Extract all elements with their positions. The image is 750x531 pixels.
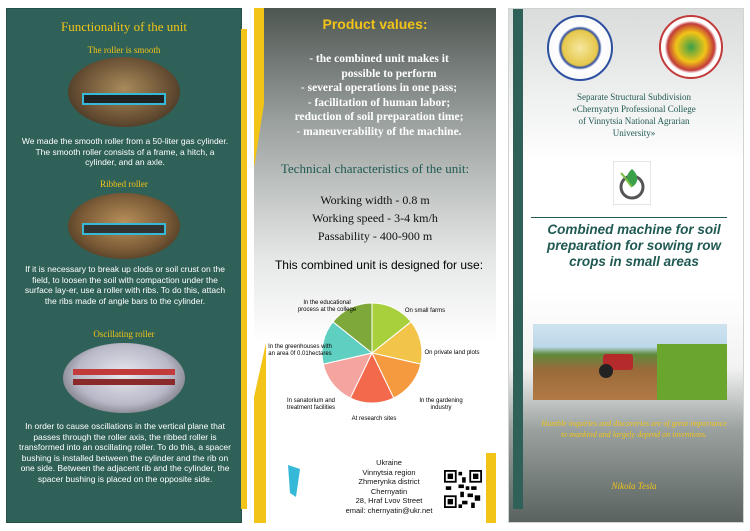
address-line: Chernyatin — [370, 486, 408, 496]
ribbed-roller-text: If it is necessary to break up clods or soil crust on the field, to loosen the soil with compaction under the surface lay-er, use a roller with ribs. To do this, attach the ribs made of angle bars to the cylinder. — [24, 264, 226, 306]
tech-characteristics-title: Technical characteristics of the unit: — [280, 161, 470, 176]
pie-label: At research sites — [351, 416, 397, 422]
spec-passability: Passability - 400-900 m — [317, 229, 433, 243]
qr-code-icon[interactable] — [444, 470, 482, 508]
map-pin-icon — [286, 463, 302, 499]
email-line[interactable]: email: chernyatin@ukr.net — [345, 505, 433, 515]
middle-panel — [254, 8, 496, 523]
pie-label: In the gardening industry — [419, 398, 463, 411]
product-values-list — [268, 52, 490, 139]
right-panel — [508, 8, 744, 523]
caption-smooth-roller: The roller is smooth — [87, 45, 161, 55]
ribbed-roller-photo — [68, 193, 180, 259]
address-line: Vinnytsia region — [362, 467, 416, 477]
institution-line: of Vinnytsia National Agrarian — [578, 116, 690, 126]
smooth-roller-text: We made the smooth roller from a 50-liter gas cylinder. The smooth roller consists of a frame, a hitch, a cylinder, and an axle. — [21, 136, 229, 167]
address-line: 28, Hraf Lvov Street — [355, 496, 423, 505]
value-line: - facilitation of human labor; — [307, 96, 451, 109]
college-logo — [659, 15, 723, 79]
left-panel-title: Functionality of the unit — [60, 19, 187, 34]
university-logo — [547, 15, 613, 81]
smooth-roller-photo — [68, 57, 180, 127]
pie-label: On small farms — [404, 308, 446, 314]
agro-gear-icon — [613, 161, 651, 205]
left-panel-accent — [241, 29, 247, 509]
brochure-title: Combined machine for soil preparation for sowing row crops in small areas — [546, 222, 721, 269]
product-values-title: Product values: — [322, 16, 428, 32]
right-panel-accent — [513, 9, 523, 509]
middle-accent-right — [486, 453, 496, 523]
spec-working-width: Working width - 0.8 m — [320, 193, 430, 207]
oscillating-roller-text: In order to cause oscillations in the vertical plane that passes through the roller axis, the ribbed roller is transformed into an oscillating roller. To do this, a spacer bushing is installed between the cylinder and the rib on one side. Between the adjacent rib and the cylinder, the spacer bushing is placed on the opposite side. — [19, 421, 231, 484]
usage-pie — [254, 298, 496, 438]
address-line: Zhmerynka district — [358, 477, 420, 486]
quote-author: Nikola Tesla — [611, 481, 657, 491]
pie-label: In sanatorium and treatment facilities — [286, 398, 336, 411]
oscillating-roller-photo — [63, 343, 185, 413]
caption-oscillating-roller: Oscillating roller — [93, 329, 155, 339]
designed-for-heading: This combined unit is designed for use: — [274, 258, 484, 272]
left-panel — [6, 8, 242, 523]
institution-line: «Chernyatyn Professional College — [572, 104, 696, 114]
quote-text: Humble inquiries and discoveries are of great importance to mankind and largely depend on inventions. — [541, 419, 727, 439]
value-line: reduction of soil preparation time; — [294, 111, 464, 123]
pie-label: On private land plots — [424, 350, 480, 356]
middle-accent-top — [254, 8, 264, 168]
pie-label: In the educational process at the college — [297, 300, 357, 313]
value-line: - maneuverability of the machine. — [296, 125, 462, 138]
title-divider — [531, 217, 727, 218]
institution-name — [529, 91, 739, 139]
spec-working-speed: Working speed - 3-4 km/h — [312, 211, 438, 225]
contact-address — [314, 458, 464, 515]
pie-label: In the greenhouses with an area 0f 0.01hectares — [268, 344, 332, 357]
caption-ribbed-roller: Ribbed roller — [100, 179, 148, 189]
value-line: - the combined unit makes it — [309, 53, 449, 65]
value-line: possible to perform — [341, 67, 437, 80]
value-line: - several operations in one pass; — [300, 82, 458, 94]
institution-line: University» — [612, 128, 656, 138]
institution-line: Separate Structural Subdivision — [577, 92, 691, 102]
address-line: Ukraine — [376, 458, 402, 467]
farm-tractor-photo — [533, 324, 727, 400]
